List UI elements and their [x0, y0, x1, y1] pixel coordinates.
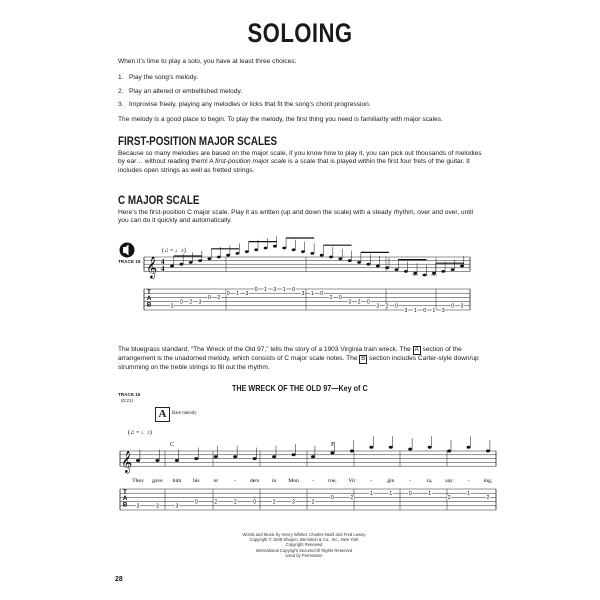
- note-head: [233, 455, 237, 458]
- tab-number: 1: [389, 491, 393, 497]
- note-head: [350, 450, 354, 453]
- scale-staff: [144, 236, 470, 279]
- tab-clef-letter: B: [146, 302, 152, 309]
- lyric-syllable: him: [172, 478, 182, 484]
- tab-clef-letter: A: [122, 496, 128, 503]
- lyric-syllable: Mon: [288, 478, 299, 484]
- chord-symbol: C: [170, 441, 175, 448]
- lyric-syllable: ia,: [426, 478, 433, 484]
- note-head: [428, 446, 432, 449]
- note-head: [413, 272, 417, 275]
- tab-number: 1: [413, 307, 417, 314]
- tab-number: 1: [428, 491, 432, 497]
- track-time: (0:21): [121, 398, 134, 403]
- tab-number: 3: [376, 303, 380, 310]
- note-head: [272, 455, 276, 458]
- note-head: [486, 450, 490, 453]
- tab-number: 0: [253, 499, 257, 506]
- note-head: [170, 265, 174, 268]
- section-heading-first-position: FIRST-POSITION MAJOR SCALES: [118, 134, 278, 148]
- lyric-syllable: roe,: [328, 478, 337, 484]
- tab-number: 1: [236, 291, 239, 297]
- tab-number: 0: [367, 299, 370, 306]
- song-swing-marking: [128, 429, 152, 436]
- note-head: [208, 257, 212, 260]
- note-head: [376, 265, 380, 268]
- lyric-syllable: -: [409, 478, 412, 484]
- lyric-syllable: They: [132, 478, 144, 484]
- lyric-syllable: -: [234, 478, 237, 484]
- lyric-syllable: or: [213, 478, 219, 484]
- note-head: [404, 270, 408, 273]
- note-head: [338, 257, 342, 260]
- tab-number: 1: [432, 307, 436, 314]
- tab-number: 3: [156, 503, 159, 510]
- note-head: [357, 261, 361, 264]
- note-head: [329, 256, 333, 259]
- svg-text:(♫ = ♩♪): (♫ = ♩♪): [128, 430, 152, 436]
- lyric-syllable: ing,: [483, 478, 493, 484]
- tab-number: 3: [245, 291, 249, 297]
- tab-number: 0: [179, 299, 183, 306]
- tab-number: 1: [467, 491, 470, 497]
- note-head: [136, 459, 140, 462]
- note-head: [189, 261, 193, 264]
- tab-number: 2: [311, 499, 315, 506]
- lyric-syllable: Vir: [348, 478, 356, 484]
- tab-number: 3: [175, 503, 179, 510]
- note-head: [301, 250, 305, 253]
- list-item: 2. Play an altered or embellished melody.: [118, 87, 243, 95]
- tab-number: 0: [208, 295, 211, 302]
- note-head: [395, 268, 399, 271]
- tab-number: 0: [292, 286, 296, 293]
- note-head: [408, 448, 412, 451]
- tab-number: 2: [189, 299, 193, 306]
- tab-number: 0: [338, 295, 342, 302]
- note-head: [369, 446, 373, 449]
- lyric-syllable: -: [370, 478, 373, 484]
- tab-clef-letter: T: [147, 290, 151, 296]
- note-head: [311, 455, 315, 458]
- tab-number: 2: [272, 499, 276, 506]
- tab-number: 3: [292, 499, 295, 506]
- tab-number: 2: [217, 295, 221, 302]
- lyric-syllable: his: [193, 478, 200, 484]
- note-head: [226, 254, 230, 257]
- note-head: [264, 247, 268, 250]
- section-heading-c-major: C MAJOR SCALE: [118, 193, 200, 207]
- note-head: [292, 453, 296, 456]
- note-head: [179, 263, 183, 266]
- intro-text: When it’s time to play a solo, you have at least three choices:: [118, 58, 297, 65]
- note-head: [254, 248, 258, 251]
- tab-clef-letter: B: [122, 502, 128, 509]
- tab-number: 3: [404, 307, 408, 314]
- audio-icon: [120, 243, 135, 258]
- copyright-credits: Words and Music by Henry Whitter, Charles Noell and Fred Lewey Copyright © 1939 Shapiro, Bernstein & Co., Inc., New York Copyright Renewed International Copyright Secured All Rights Reserved Used by Permission: [242, 532, 366, 558]
- note-head: [447, 450, 451, 453]
- note-head: [292, 248, 296, 251]
- song-staff: [120, 436, 496, 484]
- tab-number: 0: [320, 291, 324, 297]
- note-head: [310, 252, 314, 255]
- note-head: [348, 259, 352, 262]
- note-head: [175, 459, 179, 462]
- track-label-16: TRACK 16: [118, 392, 141, 397]
- list-item: 3. Improvise freely, playing any melodies or licks that fit the song’s chord progression.: [118, 101, 371, 109]
- note-head: [217, 256, 221, 259]
- note-head: [330, 451, 334, 454]
- c-major-paragraph: Here’s the first-position C major scale. Play it as written (up and down the scale) with a steady rhythm, over and over, until you can do it quickly and automatically.: [118, 209, 474, 225]
- note-head: [451, 268, 455, 271]
- note-head: [460, 265, 464, 268]
- song-title: THE WRECK OF THE OLD 97—Key of C: [232, 383, 368, 393]
- tab-number: 0: [395, 303, 398, 310]
- tab-number: 3: [198, 299, 202, 306]
- first-position-paragraph: Because so many melodies are based on the major scale, if you know how to play it, you can pick out thousands of melodies by ear… without reading them! A first-position major scale is a scale that is played within the first four frets of the guitar. It includes open strings as well as fretted strings.: [118, 150, 482, 174]
- note-head: [245, 250, 249, 253]
- lyric-syllable: ders: [250, 478, 260, 484]
- scale-tab-staff: [144, 287, 470, 314]
- page-title: SOLOING: [247, 18, 353, 48]
- tab-number: 3: [170, 303, 174, 310]
- tab-clef-letter: T: [123, 490, 127, 496]
- note-head: [198, 259, 202, 262]
- note-head: [467, 446, 471, 449]
- note-head: [389, 446, 393, 449]
- note-head: [367, 263, 371, 266]
- tab-number: 0: [408, 491, 412, 497]
- note-head: [320, 254, 324, 257]
- tab-number: 3: [348, 299, 352, 306]
- note-head: [385, 266, 389, 269]
- melody-paragraph: The melody is a good place to begin. To play the melody, the first thing you need is familiarity with major scales.: [118, 116, 443, 123]
- note-head: [282, 247, 286, 250]
- tab-number: 0: [226, 291, 230, 297]
- tab-number: 0: [194, 499, 198, 506]
- track-label-15: TRACK 15: [118, 259, 141, 264]
- bluegrass-paragraph: The bluegrass standard, “The Wreck of the Old 97,” tells the story of a 1903 Virginia train wreck. The A section of the arrangement is the unadorned melody, which consists of C major scale notes. The B section includes Carter-style down/up strumming on the treble strings to fill out the rhythm.: [118, 346, 479, 371]
- note-head: [194, 457, 198, 460]
- tab-number: 3: [441, 307, 445, 314]
- tab-number: 0: [331, 495, 334, 502]
- tab-number: 2: [214, 499, 218, 506]
- note-head: [432, 272, 436, 275]
- note-head: [273, 245, 277, 248]
- swing-rhythm-marking: [162, 247, 186, 254]
- note-head: [236, 252, 240, 255]
- lyric-syllable: gin: [387, 478, 395, 484]
- tab-number: 0: [423, 307, 426, 314]
- treble-clef: 𝄞: [121, 451, 133, 474]
- tab-number: 3: [136, 503, 140, 510]
- tab-number: 0: [451, 303, 455, 310]
- page-number: 28: [115, 576, 123, 583]
- lyric-syllable: in: [271, 478, 277, 484]
- treble-clef: 𝄞: [146, 256, 158, 279]
- lyric-syllable: -: [312, 478, 314, 484]
- note-head: [441, 270, 445, 273]
- note-head: [155, 459, 159, 462]
- tab-number: 3: [301, 291, 305, 297]
- lyric-syllable: gave: [152, 478, 163, 484]
- section-a-box: A: [414, 347, 419, 353]
- note-head: [253, 457, 257, 460]
- tab-number: 2: [486, 495, 490, 502]
- time-signature-bottom: 4: [161, 265, 165, 273]
- tab-number: 2: [385, 303, 389, 310]
- section-b-box: B: [361, 356, 366, 362]
- tab-clef-letter: A: [146, 296, 152, 303]
- tab-number: 2: [447, 495, 451, 502]
- lyric-syllable: -: [467, 478, 470, 484]
- note-head: [214, 455, 218, 458]
- tab-number: 3: [460, 303, 464, 310]
- tab-number: 1: [310, 291, 314, 297]
- tab-number: 0: [254, 286, 258, 293]
- svg-text:(♫ = ♩♪): (♫ = ♩♪): [162, 248, 186, 254]
- tab-number: 2: [329, 295, 333, 302]
- chord-symbol: F: [331, 441, 335, 448]
- time-signature-top: 4: [161, 257, 165, 266]
- tab-number: 2: [350, 495, 354, 502]
- list-item: 1. Play the song’s melody.: [118, 74, 199, 81]
- section-a-text: Bare melody: [172, 411, 197, 416]
- tab-number: 2: [233, 499, 237, 506]
- song-tab-staff: [120, 489, 496, 510]
- tab-number: 1: [282, 286, 286, 293]
- lyric-syllable: say: [445, 478, 453, 484]
- tab-number: 2: [357, 299, 361, 306]
- tab-number: 1: [369, 491, 373, 497]
- section-a-label: A: [155, 407, 170, 422]
- tab-number: 1: [264, 286, 267, 293]
- tab-number: 3: [273, 286, 277, 293]
